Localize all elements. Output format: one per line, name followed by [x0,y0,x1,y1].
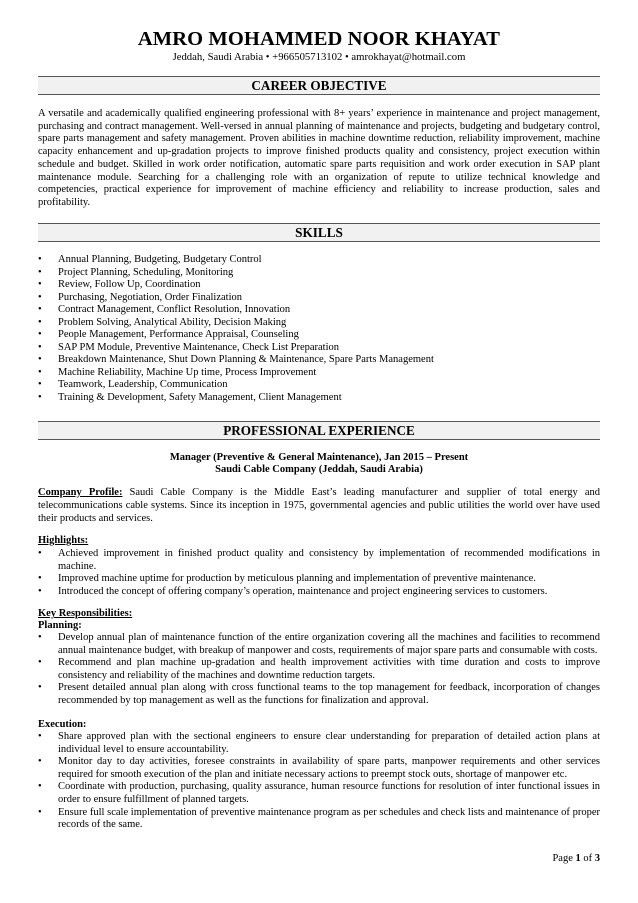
bullet-icon: • [38,341,42,353]
job-title: Manager (Preventive & General Maintenance), Jan 2015 – Present [169,452,469,463]
bullet-icon: • [38,266,42,278]
planning-item-text: Develop annual plan of maintenance function of the entire organization covering all the machines and facilities to recommend annual maintenance budget, with breakup of manpower and costs, requirements of major spare parts and consumable with costs. [58,632,600,656]
highlight-item [38,573,600,586]
execution-item [38,756,600,781]
execution-item [38,781,600,806]
bullet-icon: • [38,781,42,793]
skill-item-text: Breakdown Maintenance, Shut Down Planning & Maintenance, Spare Parts Management [58,354,434,366]
execution-item [38,731,600,756]
bullet-icon: • [38,392,42,404]
bullet-icon: • [38,329,42,341]
planning-item-text: Present detailed annual plan along with cross functional teams to the top management for feedback, incorporation of changes recommended by top management as well as the functions for finalization and approval. [58,682,600,706]
skills-heading: SKILLS [38,223,600,242]
bullet-icon: • [38,291,42,303]
bullet-icon: • [38,354,42,366]
bullet-icon: • [38,548,42,559]
contact-line: Jeddah, Saudi Arabia • +966505713102 • amrokhayat@hotmail.com [172,51,466,63]
execution-list [38,731,600,832]
bullet-icon: • [38,279,42,291]
key-responsibilities-label: Key Responsibilities: [38,608,133,619]
bullet-icon: • [38,573,42,585]
skill-item-text: Contract Management, Conflict Resolution, Innovation [58,304,291,316]
highlight-item [38,586,600,599]
bullet-icon: • [38,806,42,818]
skill-item-text: Teamwork, Leadership, Communication [58,379,228,391]
planning-item [38,632,600,657]
skill-item-text: Annual Planning, Budgeting, Budgetary Control [58,254,262,265]
highlights-label: Highlights: [38,535,89,546]
company-name: Saudi Cable Company (Jeddah, Saudi Arabia) [215,464,423,475]
skill-item [38,342,600,355]
skill-item [38,354,600,367]
bullet-icon: • [38,254,42,265]
bullet-icon: • [38,632,42,643]
skill-item-text: Project Planning, Scheduling, Monitoring [58,266,234,278]
experience-heading: PROFESSIONAL EXPERIENCE [38,421,600,440]
skill-item [38,254,600,267]
skill-item [38,379,600,392]
execution-item-text: Monitor day to day activities, foresee constraints in availability of spare parts, manpower requirements and other services required for smooth execution of the plan and initiate necessary actions to preempt stock outs, shortage of manpower etc. [58,756,600,780]
planning-item [38,657,600,682]
execution-item [38,807,600,832]
candidate-name: AMRO MOHAMMED NOOR KHAYAT [137,28,501,50]
highlight-item [38,548,600,573]
skill-item [38,279,600,292]
bullet-icon: • [38,585,42,597]
skill-item-text: Review, Follow Up, Coordination [58,279,201,291]
career-objective-text: A versatile and academically qualified engineering professional with 8+ years’ experience in maintenance and project management, purchasing and contract management. Well-versed in annual planning of maintenance and projects, budgeting and budgetary control, spare parts management and safety management. Proven abilities in machine downtime reduction, reliability improvement, machine capacity enhancement and up-gradation projects to improve finished products quality and consistency, project execution within schedule and budget. Skilled in work order notification, automatic spare parts requisition and work order execution in SAP plant maintenance module. Searching for a challenging role with an organization of repute to utilize technical knowledge and competencies, practical experience for improvement of machine efficiency and reliability to increase production, sales and profitability. [38,108,600,208]
bullet-icon: • [38,756,42,768]
skills-list [38,254,600,405]
execution-label: Execution: [38,719,87,730]
career-objective-heading: CAREER OBJECTIVE [38,76,600,95]
bullet-icon: • [38,379,42,391]
planning-label: Planning: [38,620,82,631]
highlight-item-text: Introduced the concept of offering company’s operation, maintenance and project engineering services to customers. [58,585,548,597]
planning-item-text: Recommend and plan machine up-gradation and health improvement activities with time duration and costs to improve consistency and reliability of the machines and downtime reduction targets. [58,657,600,681]
skill-item [38,329,600,342]
execution-item-text: Coordinate with production, purchasing, quality assurance, human resource functions for resolution of inter functional issues in order to ensure fulfillment of planned targets. [58,781,600,805]
planning-item [38,682,600,707]
skill-item-text: Machine Reliability, Machine Up time, Process Improvement [58,366,317,378]
highlight-item-text: Achieved improvement in finished product quality and consistency by implementation of recommended modifications in machine. [58,548,600,572]
page-number: Page 1 of 3 [552,853,600,864]
bullet-icon: • [38,731,42,742]
skill-item [38,267,600,280]
company-profile [38,486,600,525]
bullet-icon: • [38,304,42,316]
skill-item-text: SAP PM Module, Preventive Maintenance, Check List Preparation [58,341,340,353]
skill-item [38,292,600,305]
planning-list [38,632,600,708]
execution-item-text: Ensure full scale implementation of preventive maintenance program as per schedules and check lists and maintenance of proper records of the same. [58,806,600,831]
bullet-icon: • [38,682,42,694]
skill-item [38,367,600,380]
skill-item-text: Problem Solving, Analytical Ability, Decision Making [58,316,287,328]
skill-item [38,304,600,317]
skill-item-text: Training & Development, Safety Management, Client Management [58,392,342,404]
company-profile-label: Company Profile: [38,487,123,498]
skill-item [38,392,600,405]
skill-item [38,317,600,330]
highlight-item-text: Improved machine uptime for production by meticulous planning and implementation of preventive maintenance. [58,573,536,585]
bullet-icon: • [38,316,42,328]
bullet-icon: • [38,366,42,378]
highlights-list [38,548,600,598]
company-profile-text: Saudi Cable Company is the Middle East’s leading manufacturer and supplier of total energy and telecommunications cable systems. Since its inception in 1975, governmental agencies and public utilities the world over have used their products and services. [38,487,600,524]
skill-item-text: People Management, Performance Appraisal, Counseling [58,329,299,341]
bullet-icon: • [38,657,42,669]
execution-item-text: Share approved plan with the sectional engineers to ensure clear understanding for preparation of detailed action plans at individual level to ensure accountability. [58,731,600,755]
skill-item-text: Purchasing, Negotiation, Order Finalization [58,291,243,303]
